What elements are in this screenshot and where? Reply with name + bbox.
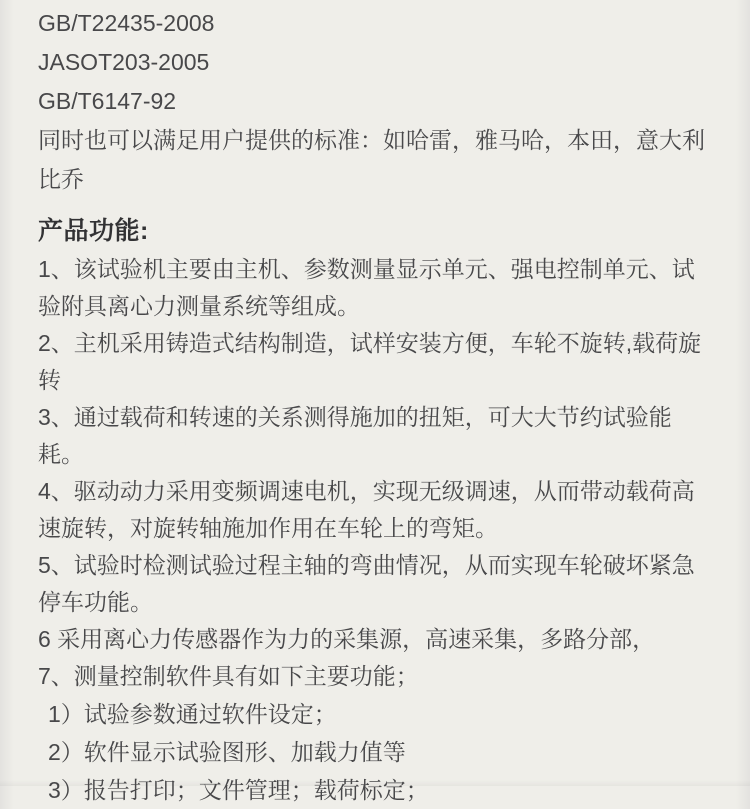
- feature-subitem-1: 1）试验参数通过软件设定；: [48, 701, 337, 727]
- standard-line-1: GB/T22435-2008: [38, 10, 215, 36]
- standards-section: [38, 4, 712, 199]
- features-list: [38, 251, 712, 809]
- features-heading: 产品功能:: [38, 217, 149, 245]
- feature-item-1: 1、该试验机主要由主机、参数测量显示单元、强电控制单元、试验附具离心力测量系统等组成。: [38, 256, 695, 319]
- feature-item-6: 6 采用离心力传感器作为力的采集源，高速采集，多路分部，: [38, 626, 656, 652]
- feature-subitem-2: 2）软件显示试验图形、加载力值等: [48, 739, 406, 765]
- feature-item-4: 4、驱动动力采用变频调速电机，实现无级调速，从而带动载荷高速旋转，对旋转轴施加作用在车轮上的弯矩。: [38, 478, 695, 541]
- standard-line-3: GB/T6147-92: [38, 88, 177, 114]
- feature-item-5: 5、试验时检测试验过程主轴的弯曲情况，从而实现车轮破坏紧急停车功能。: [38, 552, 695, 615]
- standards-note: 同时也可以满足用户提供的标准：如哈雷，雅马哈，本田，意大利比乔: [38, 127, 705, 192]
- feature-item-7: 7、测量控制软件具有如下主要功能；: [38, 663, 419, 689]
- standard-line-2: JASOT203-2005: [38, 49, 210, 75]
- feature-item-3: 3、通过载荷和转速的关系测得施加的扭矩，可大大节约试验能耗。: [38, 404, 672, 467]
- feature-subitem-3: 3）报告打印；文件管理；载荷标定；: [48, 777, 429, 803]
- feature-item-2: 2、主机采用铸造式结构制造，试样安装方便，车轮不旋转,载荷旋转: [38, 330, 702, 393]
